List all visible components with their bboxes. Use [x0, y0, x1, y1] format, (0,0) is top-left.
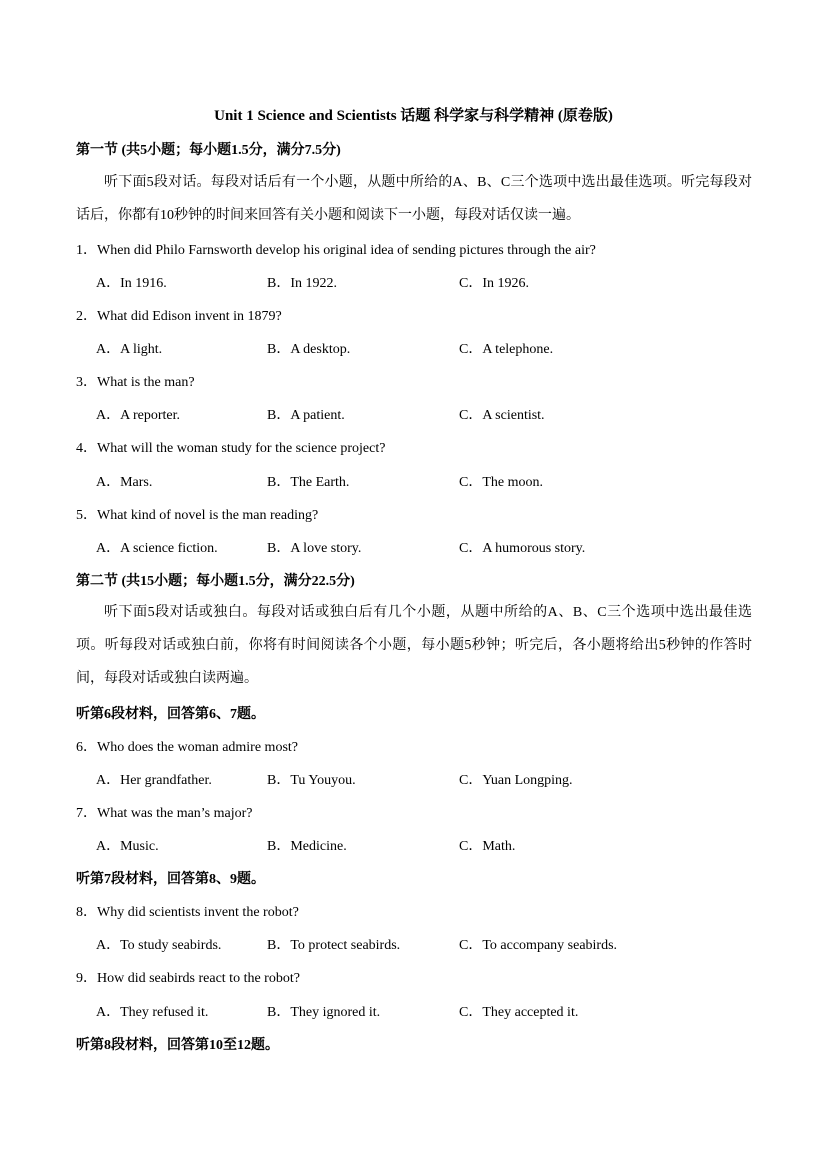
q1-option-c: C．In 1926. — [459, 276, 529, 291]
section2-heading: 第二节 (共15小题；每小题1.5分，满分22.5分) — [76, 574, 355, 589]
q5-option-c: C．A humorous story. — [459, 541, 586, 556]
q7-option-a: A．Music. — [96, 839, 159, 854]
q3-option-a: A．A reporter. — [96, 408, 180, 423]
question-4: 4．What will the woman study for the science project? — [76, 441, 386, 456]
q5-option-a: A．A science fiction. — [96, 541, 218, 556]
question-6: 6．Who does the woman admire most? — [76, 740, 299, 755]
question-8: 8．Why did scientists invent the robot? — [76, 905, 299, 920]
q6-option-a: A．Her grandfather. — [96, 773, 212, 788]
question-3: 3．What is the man? — [76, 375, 195, 390]
q3-option-b: B．A patient. — [267, 408, 345, 423]
q1-option-a: A．In 1916. — [96, 276, 167, 291]
q4-option-a: A．Mars. — [96, 475, 153, 490]
section1-instructions: 听下面5段对话。每段对话后有一个小题，从题中所给的A、B、C三个选项中选出最佳选项。听完每段对话后，你都有10秒钟的时间来回答有关小题和阅读下一小题，每段对话仅读一遍。 — [76, 175, 752, 223]
q7-option-c: C．Math. — [459, 839, 516, 854]
question-2: 2．What did Edison invent in 1879? — [76, 309, 282, 324]
q2-option-a: A．A light. — [96, 342, 163, 357]
q9-option-b: B．They ignored it. — [267, 1005, 381, 1020]
q4-option-c: C．The moon. — [459, 475, 543, 490]
q2-option-b: B．A desktop. — [267, 342, 351, 357]
q8-option-c: C．To accompany seabirds. — [459, 938, 618, 953]
q2-option-c: C．A telephone. — [459, 342, 554, 357]
q3-option-c: C．A scientist. — [459, 408, 545, 423]
q1-option-b: B．In 1922. — [267, 276, 337, 291]
q6-option-b: B．Tu Youyou. — [267, 773, 356, 788]
material-6-heading: 听第6段材料，回答第6、7题。 — [76, 707, 265, 722]
question-9: 9．How did seabirds react to the robot? — [76, 971, 300, 986]
section1-heading: 第一节 (共5小题；每小题1.5分，满分7.5分) — [76, 143, 341, 158]
document-title: Unit 1 Science and Scientists 话题 科学家与科学精神 (原卷版) — [214, 108, 613, 124]
q6-option-c: C．Yuan Longping. — [459, 773, 573, 788]
material-7-heading: 听第7段材料，回答第8、9题。 — [76, 872, 265, 887]
q4-option-b: B．The Earth. — [267, 475, 350, 490]
question-5: 5．What kind of novel is the man reading? — [76, 508, 319, 523]
q9-option-c: C．They accepted it. — [459, 1005, 579, 1020]
q9-option-a: A．They refused it. — [96, 1005, 209, 1020]
question-7: 7．What was the man’s major? — [76, 806, 253, 821]
q7-option-b: B．Medicine. — [267, 839, 347, 854]
section2-instructions: 听下面5段对话或独白。每段对话或独白后有几个小题，从题中所给的A、B、C三个选项中选出最佳选项。听每段对话或独白前，你将有时间阅读各个小题，每小题5秒钟；听完后，各小题将给出5秒钟的作答时间，每段对话或独白读两遍。 — [76, 605, 752, 686]
q8-option-b: B．To protect seabirds. — [267, 938, 401, 953]
q5-option-b: B．A love story. — [267, 541, 362, 556]
question-1: 1．When did Philo Farnsworth develop his original idea of sending pictures through the air? — [76, 243, 596, 258]
material-8-heading: 听第8段材料，回答第10至12题。 — [76, 1038, 279, 1053]
q8-option-a: A．To study seabirds. — [96, 938, 222, 953]
